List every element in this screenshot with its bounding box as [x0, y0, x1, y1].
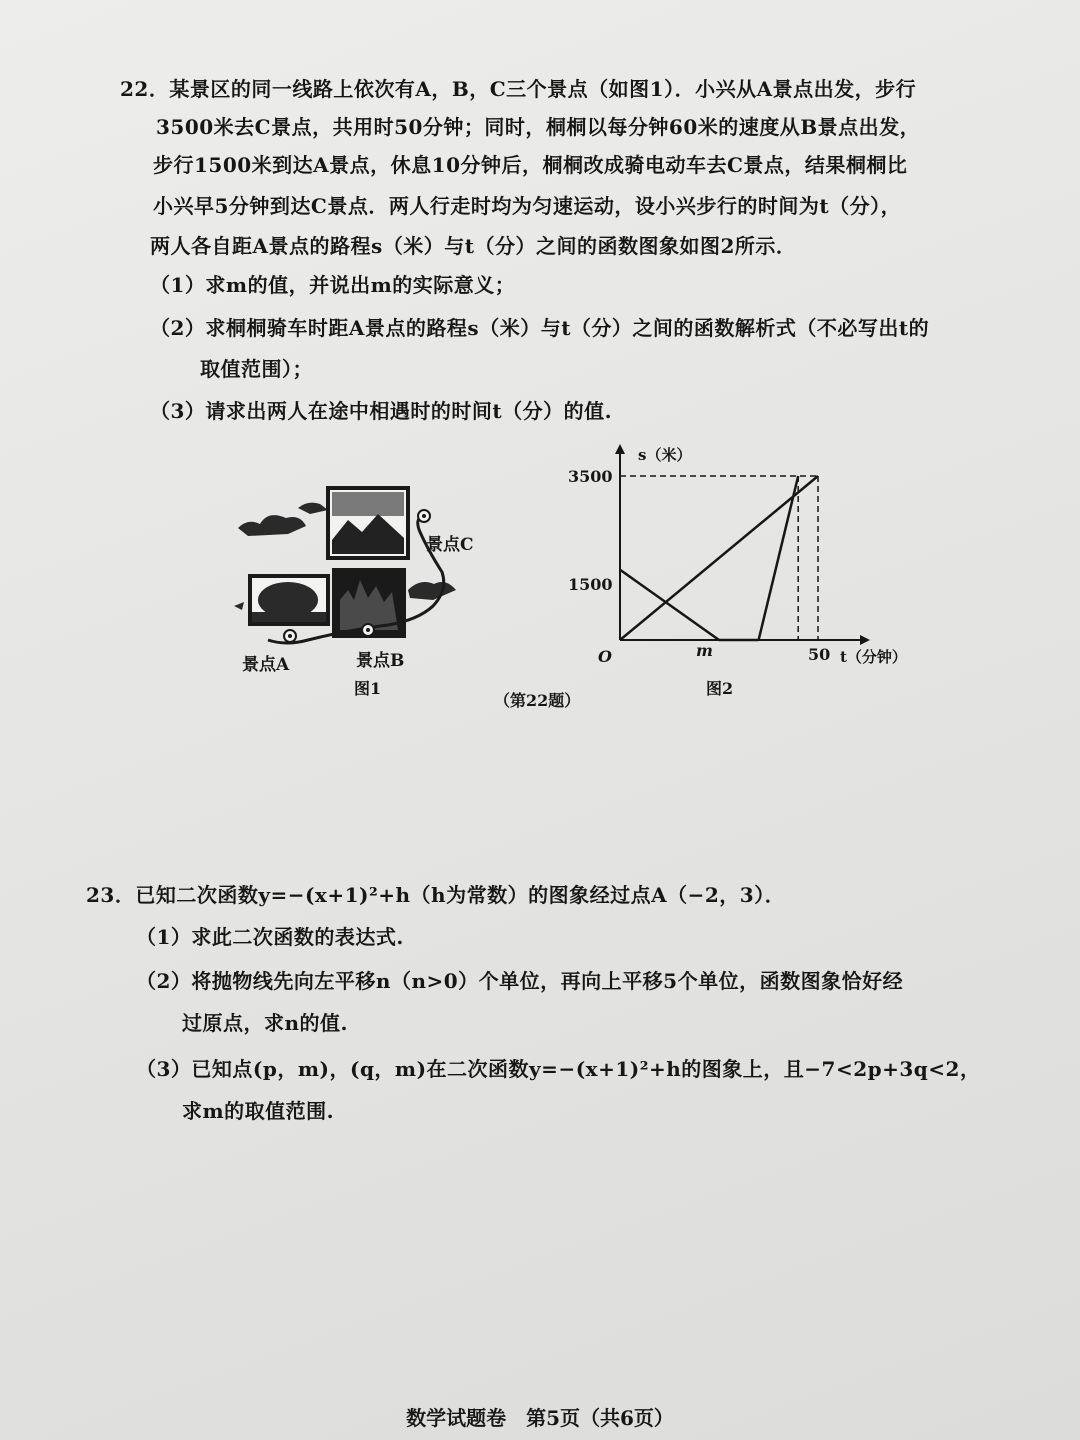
q23-part-3: （3）已知点(p，m)，(q，m)在二次函数y=−(x+1)²+h的图象上，且−7<2p+3q<2，: [136, 1057, 981, 1081]
origin-label: O: [598, 647, 612, 666]
y-axis-label: s（米）: [638, 446, 692, 464]
figure-1-caption: 图1: [354, 679, 382, 698]
q22-line-1: 22．某景区的同一线路上依次有A，B，C三个景点（如图1）．小兴从A景点出发，步行: [120, 77, 917, 101]
x-tick-50: 50: [808, 645, 831, 664]
label-point-b: 景点B: [356, 651, 405, 671]
q23-part-2-cont: 过原点，求n的值.: [182, 1011, 349, 1035]
cloud-icon: [238, 515, 306, 536]
q22-part-1: （1）求m的值，并说出m的实际意义；: [150, 273, 516, 297]
q23-part-1: （1）求此二次函数的表达式.: [136, 925, 404, 949]
q22-line-2: 3500米去C景点，共用时50分钟；同时，桐桐以每分钟60米的速度从B景点出发，: [156, 115, 921, 139]
figure-2-graph: [560, 440, 920, 680]
figure-2-caption: 图2: [706, 679, 734, 698]
cloud-icon: [298, 503, 328, 514]
y-tick-3500: 3500: [568, 467, 613, 486]
q23-part-2: （2）将抛物线先向左平移n（n>0）个单位，再向上平移5个单位，函数图象恰好经: [136, 969, 904, 993]
label-point-c: 景点C: [426, 535, 474, 555]
page-footer: 数学试题卷 第5页（共6页）: [406, 1406, 674, 1430]
x-axis-label: t（分钟）: [840, 648, 907, 666]
series-line-4: [759, 476, 799, 640]
x-tick-m: m: [696, 641, 713, 660]
figure-1-route-map: [228, 480, 478, 690]
q22-line-3: 步行1500米到达A景点，休息10分钟后，桐桐改成骑电动车去C景点，结果桐桐比: [153, 153, 908, 177]
cloud-icon: [408, 582, 456, 600]
series-line-2: [620, 570, 719, 640]
q22-part-3: （3）请求出两人在途中相遇时的时间t（分）的值.: [150, 399, 613, 423]
q22-part-2-cont: 取值范围）；: [200, 357, 313, 381]
q22-line-5: 两人各自距A景点的路程s（米）与t（分）之间的函数图象如图2所示．: [150, 234, 797, 258]
y-tick-1500: 1500: [568, 575, 613, 594]
q22-line-4: 小兴早5分钟到达C景点．两人行走时均为匀速运动，设小兴步行的时间为t（分），: [153, 194, 902, 218]
series-line-1: [620, 476, 818, 640]
question-22-caption: （第22题）: [494, 691, 581, 710]
x-axis-arrow-icon: [860, 635, 870, 645]
q23-part-3-cont: 求m的取值范围.: [182, 1099, 335, 1123]
label-point-a: 景点A: [242, 655, 290, 675]
y-axis-arrow-icon: [615, 444, 625, 454]
q23-stem: 23．已知二次函数y=−(x+1)²+h（h为常数）的图象经过点A（−2，3）．: [86, 883, 786, 907]
q22-part-2: （2）求桐桐骑车时距A景点的路程s（米）与t（分）之间的函数解析式（不必写出t的: [150, 316, 930, 340]
